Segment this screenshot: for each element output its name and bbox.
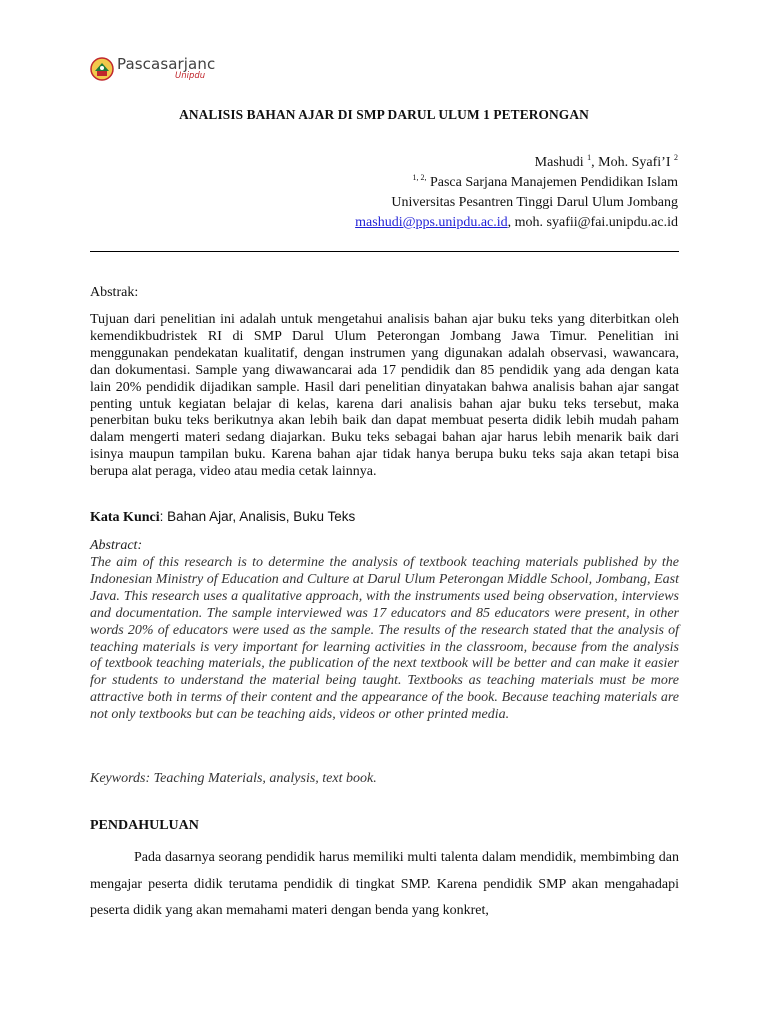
affiliation-line-1 (78, 173, 678, 193)
email-line (78, 213, 678, 233)
abstrak-body: Tujuan dari penelitian ini adalah untuk mengetahui analisis bahan ajar buku teks yang diterbitkan oleh kemendikbudristek RI di SMP Darul Ulum Peterongan Jombang Jawa Timur. Penelitian ini menggunakan pendekatan kualitatif, dengan instrumen yang digunakan adalah observasi, wawancara, dan dokumentasi. Sample yang diwawancarai ada 17 pendidik dan 85 pendidik yang ada dengan kata lain 20% pendidik dijadikan sample. Hasil dari penelitian dinyatakan bahwa analisis bahan ajar sangat penting untuk kegiatan belajar di kelas, karena dari analisis bahan ajar buku teks tersebut, maka penerbitan buku teks berikutnya akan lebih baik dan dapat membuat peserta didik lebih mudah paham dalam mengerti materi sedang diajarkan. Buku teks sebagai bahan ajar harus lebih menarik baik dari isinya maupun tampilan buku. Karena bahan ajar tidak hanya berupa buku teks saja akan tetapi bisa berupa alat peraga, video atau media cetak lainnya. (90, 312, 679, 480)
kata-kunci-values: : Bahan Ajar, Analisis, Buku Teks (159, 509, 356, 524)
logo-text (117, 57, 215, 81)
kata-kunci-label: Kata Kunci (90, 510, 160, 525)
email-link-1[interactable]: mashudi@pps.unipdu.ac.id (355, 215, 508, 230)
intro-paragraph: Pada dasarnya seorang pendidik harus memiliki multi talenta dalam mendidik, membimbing dan mengajar peserta didik terutama pendidik di tingkat SMP. Karena pendidik SMP akan mengahadapi peserta didik yang akan memahami materi dengan benda yang konkret, (90, 850, 679, 918)
author-1-sup: 1 (587, 153, 592, 162)
author-1: Mashudi (534, 155, 588, 170)
logo-name: Pascasarjanc (117, 55, 216, 74)
abstract-body: The aim of this research is to determine the analysis of textbook teaching materials published by the Indonesian Ministry of Education and Culture at Darul Ulum Peterongan Middle School, Jombang, East Java. This research uses a qualitative approach, with the instruments used being observation, interviews and documentation. The sample interviewed was 17 educators and 85 educators were present, in other words 20% of educators were used as the sample. The results of the research stated that the analysis of teaching materials is very important for learning activities in the classroom, because from the analysis of textbook teaching materials, the publication of the next textbook will be better and can make it easier for students to understand the material being taught. Textbooks as teaching materials must be more attractive both in terms of their content and the appearance of the book. Because teaching materials are not only textbooks but can be teaching aids, videos or other printed media. (90, 555, 679, 723)
author-block (78, 153, 678, 233)
email-2: , moh. syafii@fai.unipdu.ac.id (507, 215, 678, 230)
author-2: , Moh. Syafi’I (591, 155, 674, 170)
section-heading-pendahuluan: PENDAHULUAN (90, 818, 199, 833)
university-emblem-icon (90, 57, 114, 81)
abstract-label: Abstract: (90, 538, 143, 553)
kata-kunci (90, 509, 355, 526)
abstrak-label: Abstrak: (90, 285, 139, 300)
paper-title: ANALISIS BAHAN AJAR DI SMP DARUL ULUM 1 PETERONGAN (179, 107, 589, 122)
affiliation-line-2: Universitas Pesantren Tinggi Darul Ulum Jombang (391, 195, 678, 210)
author-2-sup: 2 (674, 153, 678, 162)
pascasarjana-logo (90, 57, 215, 81)
affiliation-1: Pasca Sarjana Manajemen Pendidikan Islam (426, 175, 678, 190)
author-names (78, 153, 678, 173)
affiliation-sup: 1, 2, (412, 173, 427, 182)
header-divider (90, 251, 679, 252)
logo-subtitle: Unipdu (175, 71, 206, 82)
keywords-en: Keywords: Teaching Materials, analysis, text book. (90, 771, 377, 786)
